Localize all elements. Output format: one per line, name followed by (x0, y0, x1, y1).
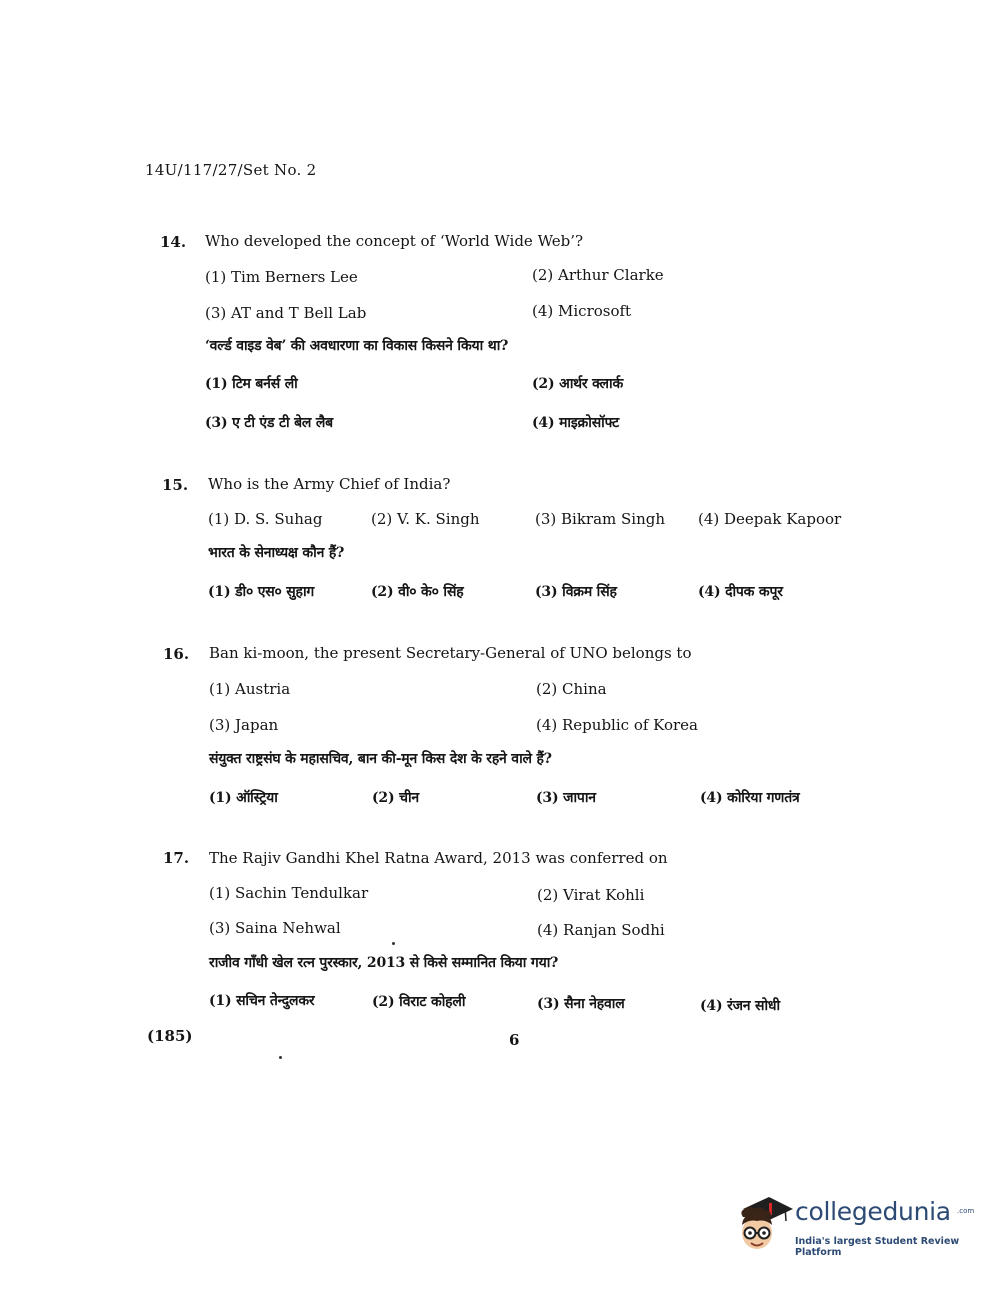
option-1: (1) D. S. Suhag (208, 510, 323, 528)
hindi-option-1: (1) टिम बर्नर्स ली (205, 376, 298, 392)
question-text-hindi: ‘वर्ल्ड वाइड वेब’ की अवधारणा का विकास किसने किया था? (205, 338, 509, 354)
option-3: (3) Bikram Singh (535, 510, 666, 528)
booklet-code: (185) (147, 1027, 193, 1045)
hindi-option-4: (4) रंजन सोधी (700, 998, 780, 1014)
hindi-option-2: (2) वी० के० सिंह (371, 584, 464, 600)
question-text: Who is the Army Chief of India? (208, 475, 451, 493)
hindi-option-2: (2) विराट कोहली (372, 994, 466, 1010)
option-3: (3) Japan (209, 716, 279, 734)
hindi-option-4: (4) कोरिया गणतंत्र (700, 790, 800, 806)
hindi-option-4: (4) दीपक कपूर (698, 584, 783, 600)
scan-speck (279, 1056, 282, 1059)
question-text: The Rajiv Gandhi Khel Ratna Award, 2013 was conferred on (209, 849, 668, 867)
page-number: 6 (509, 1031, 520, 1049)
hindi-option-1: (1) डी० एस० सुहाग (208, 584, 315, 600)
option-1: (1) Austria (209, 680, 291, 698)
hindi-option-3: (3) जापान (536, 790, 596, 806)
option-1: (1) Sachin Tendulkar (209, 884, 369, 902)
option-1: (1) Tim Berners Lee (205, 268, 358, 286)
hindi-option-2: (2) आर्थर क्लार्क (532, 376, 624, 392)
brand-domain: .com (957, 1207, 975, 1215)
option-4: (4) Microsoft (532, 302, 632, 320)
option-2: (2) V. K. Singh (371, 510, 480, 528)
mascot-icon (735, 1195, 793, 1261)
option-4: (4) Deepak Kapoor (698, 510, 842, 528)
question-text-hindi: राजीव गाँधी खेल रत्न पुरस्कार, 2013 से किसे सम्मानित किया गया? (209, 955, 559, 971)
hindi-option-4: (4) माइक्रोसॉफ्ट (532, 415, 619, 431)
question-number: 15. (162, 476, 189, 494)
option-2: (2) Virat Kohli (537, 886, 645, 904)
scan-speck (392, 942, 395, 945)
hindi-option-3: (3) विक्रम सिंह (535, 584, 617, 600)
option-4: (4) Republic of Korea (536, 716, 698, 734)
hindi-option-1: (1) सचिन तेन्दुलकर (209, 993, 315, 1009)
brand-name: collegedunia (795, 1197, 951, 1226)
hindi-option-2: (2) चीन (372, 790, 419, 806)
question-text: Who developed the concept of ‘World Wide Web’? (205, 232, 584, 250)
brand-tagline: India's largest Student Review Platform (795, 1236, 960, 1258)
question-text-hindi: संयुक्त राष्ट्रसंघ के महासचिव, बान की-मून किस देश के रहने वाले हैं? (209, 751, 552, 767)
hindi-option-3: (3) सैना नेहवाल (537, 996, 625, 1012)
question-number: 16. (163, 645, 190, 663)
collegedunia-watermark (735, 1195, 975, 1265)
question-number: 17. (163, 849, 190, 867)
paper-code: 14U/117/27/Set No. 2 (145, 161, 317, 179)
option-3: (3) Saina Nehwal (209, 919, 341, 937)
question-text: Ban ki-moon, the present Secretary-General of UNO belongs to (209, 644, 692, 662)
option-2: (2) China (536, 680, 607, 698)
option-4: (4) Ranjan Sodhi (537, 921, 665, 939)
hindi-option-3: (3) ए टी एंड टी बेल लैब (205, 415, 333, 431)
question-text-hindi: भारत के सेनाध्यक्ष कौन हैं? (208, 545, 345, 561)
option-3: (3) AT and T Bell Lab (205, 304, 367, 322)
option-2: (2) Arthur Clarke (532, 266, 664, 284)
hindi-option-1: (1) ऑस्ट्रिया (209, 790, 278, 806)
question-number: 14. (160, 233, 187, 251)
